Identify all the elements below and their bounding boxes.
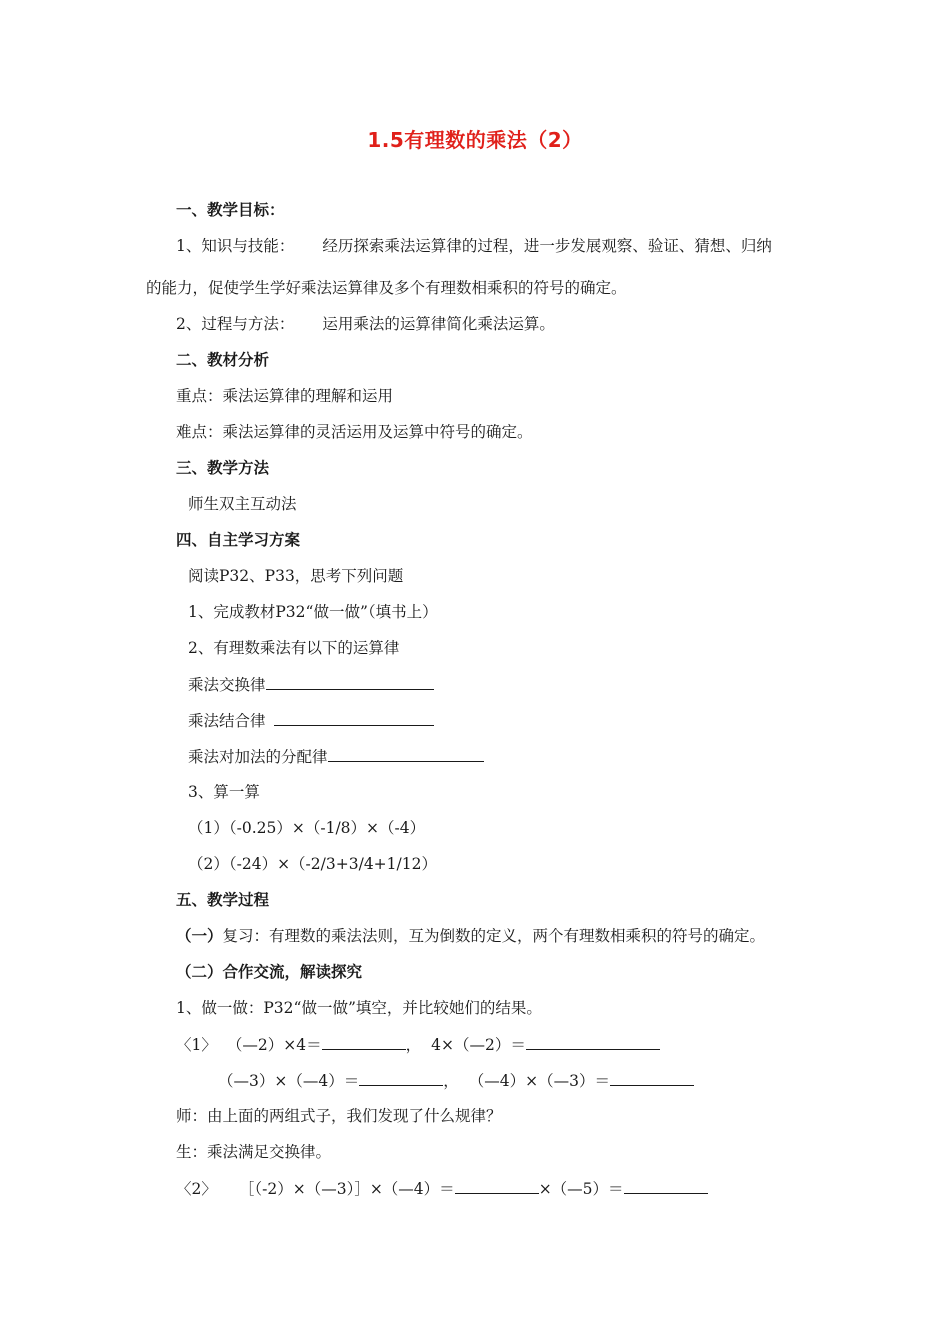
exercise-number: 〈2〉	[176, 1180, 217, 1198]
objective-2-text: 运用乘法的运算律简化乘法运算。	[322, 315, 555, 333]
activity-1: 1、做一做：P32“做一做”填空，并比较她们的结果。	[176, 999, 542, 1017]
key-point: 重点：乘法运算律的理解和运用	[176, 387, 394, 405]
objective-1-text: 经历探索乘法运算律的过程，进一步发展观察、验证、猜想、归纳	[322, 237, 772, 255]
question-2: 2、有理数乘法有以下的运算律	[188, 639, 400, 657]
answer-blank[interactable]	[322, 1034, 406, 1050]
law-distributive-label: 乘法对加法的分配律	[188, 748, 328, 766]
exercise-1-row-2	[218, 1070, 694, 1091]
answer-blank[interactable]	[455, 1178, 539, 1194]
law-distributive	[188, 746, 484, 767]
law-commutative-label: 乘法交换律	[188, 676, 266, 694]
calc-2: （2）（-24）×（-2/3+3/4+1/12）	[188, 855, 437, 873]
answer-blank[interactable]	[624, 1178, 708, 1194]
calc-1: （1）（-0.25）×（-1/8）×（-4）	[188, 819, 426, 837]
exercise-number: 〈1〉	[176, 1036, 217, 1054]
answer-blank[interactable]	[266, 674, 434, 690]
expression: 4×（—2）＝	[431, 1036, 526, 1054]
subsection-cooperation: （二）合作交流，解读探究	[176, 963, 363, 981]
objective-1-continued: 的能力，促使学生学好乘法运算律及多个有理数相乘积的符号的确定。	[146, 279, 627, 297]
answer-blank[interactable]	[359, 1070, 443, 1086]
law-commutative	[188, 674, 434, 695]
section-heading-process: 五、教学过程	[176, 891, 270, 909]
expression: （—4）×（—3）＝	[468, 1072, 610, 1090]
exercise-2-row-1	[176, 1178, 708, 1199]
section-heading-method: 三、教学方法	[176, 459, 270, 477]
expression: （—2）×4＝	[226, 1036, 322, 1054]
answer-blank[interactable]	[274, 710, 434, 726]
review-text: 复习：有理数的乘法法则，互为倒数的定义，两个有理数相乘积的符号的确定。	[222, 927, 766, 945]
answer-blank[interactable]	[610, 1070, 694, 1086]
law-associative	[188, 710, 434, 731]
question-3: 3、算一算	[188, 783, 260, 801]
separator: ，	[405, 1036, 422, 1054]
objective-2	[176, 314, 555, 334]
difficult-point: 难点：乘法运算律的灵活运用及运算中符号的确定。	[176, 423, 533, 441]
teacher-question: 师：由上面的两组式子，我们发现了什么规律？	[176, 1107, 502, 1125]
reading-task: 阅读P32、P33，思考下列问题	[188, 567, 404, 585]
expression: （—3）×（—4）＝	[218, 1072, 360, 1090]
separator: ，	[443, 1072, 459, 1090]
review-paragraph	[176, 926, 765, 946]
expression: ×（—5）＝	[538, 1180, 624, 1198]
section-heading-objectives: 一、教学目标：	[176, 201, 285, 219]
review-label: （一）	[176, 927, 223, 945]
objective-1	[176, 236, 772, 256]
question-1: 1、完成教材P32“做一做”（填书上）	[188, 603, 438, 621]
section-heading-self-study: 四、自主学习方案	[176, 531, 301, 549]
objective-1-label: 1、知识与技能：	[176, 237, 295, 255]
section-heading-analysis: 二、教材分析	[176, 351, 270, 369]
expression: ［（-2）×（—3）］×（—4）＝	[238, 1180, 455, 1198]
student-answer: 生：乘法满足交换律。	[176, 1143, 332, 1161]
law-associative-label: 乘法结合律	[188, 712, 266, 730]
objective-2-label: 2、过程与方法：	[176, 315, 295, 333]
page-title: 1.5有理数的乘法（2）	[367, 128, 583, 152]
exercise-1-row-1	[176, 1034, 660, 1055]
answer-blank[interactable]	[526, 1034, 660, 1050]
method-text: 师生双主互动法	[188, 495, 297, 513]
answer-blank[interactable]	[328, 746, 484, 762]
